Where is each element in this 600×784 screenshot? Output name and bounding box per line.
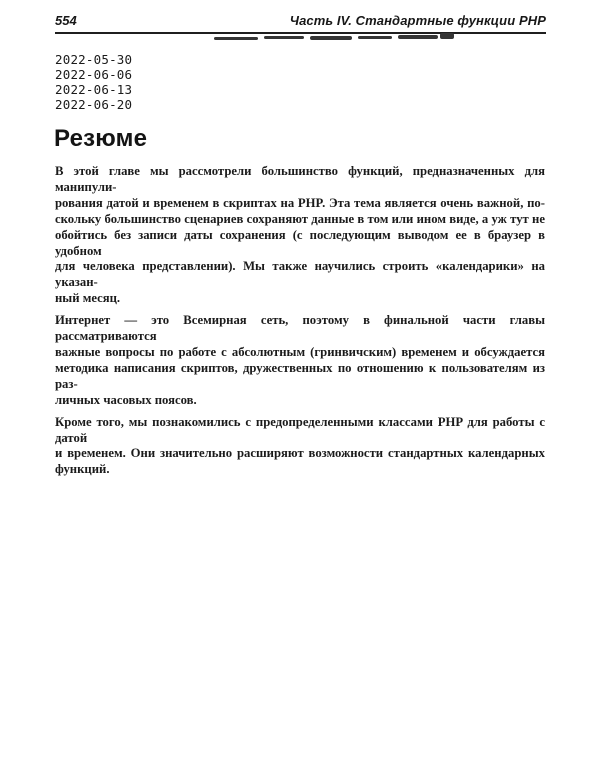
code-output-line: 2022-06-20 [55, 97, 133, 112]
section-heading: Резюме [54, 125, 148, 152]
page-number: 554 [55, 13, 77, 28]
text-line: Интернет — это Всемирная сеть, поэтому в финальной части главы рассматриваются [55, 313, 545, 344]
code-output-line: 2022-06-06 [55, 67, 133, 82]
text-line: Кроме того, мы познакомились с предопределенными классами PHP для работы с датой [55, 414, 545, 445]
paragraph [55, 164, 545, 307]
chapter-title: Часть IV. Стандартные функции PHP [289, 13, 546, 28]
text-line: личных часовых поясов. [55, 392, 197, 407]
text-line: функций. [55, 462, 110, 477]
text-line: и временем. Они значительно расширяют возможности стандартных календарных [55, 446, 545, 461]
text-line: методика написания скриптов, дружественных по отношению к пользователям из раз- [55, 360, 545, 391]
code-output-line: 2022-06-13 [55, 82, 133, 97]
running-header [55, 13, 546, 34]
code-output [55, 52, 132, 112]
text-line: для человека представлении). Мы также научились строить «календарики» на указан- [55, 259, 545, 290]
text-line: обойтись без записи даты сохранения (с последующим выводом ее в браузер в удобном [55, 227, 545, 258]
text-line: ный месяц. [55, 291, 121, 306]
text-line: важные вопросы по работе с абсолютным (гринвичским) временем и обсуждается [55, 344, 545, 359]
paragraph [55, 415, 545, 479]
text-line: скольку большинство сценариев сохраняют данные в том или ином виде, а уж тут не [55, 211, 545, 226]
text-line: рования датой и временем в скриптах на PHP. Эта тема является очень важной, по- [55, 195, 545, 210]
section-body [55, 164, 545, 484]
text-line: В этой главе мы рассмотрели большинство функций, предназначенных для манипули- [55, 164, 545, 194]
paragraph [55, 313, 545, 408]
code-output-line: 2022-05-30 [55, 52, 133, 67]
